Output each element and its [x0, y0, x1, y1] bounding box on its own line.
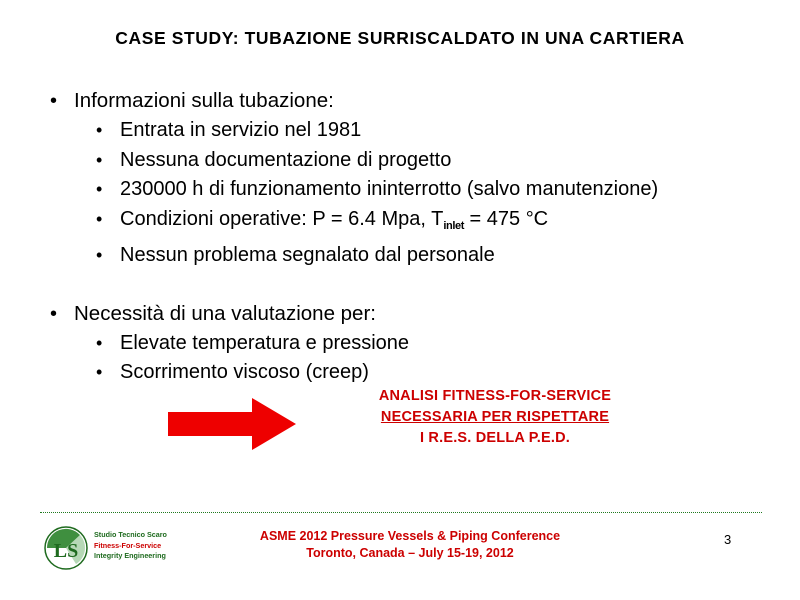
page-number: 3 — [724, 532, 732, 547]
callout-line-2: NECESSARIA PER RISPETTARE — [380, 409, 610, 425]
bullet-level2-item — [44, 358, 774, 388]
bullet-level2-item — [44, 175, 774, 205]
section-spacer — [44, 271, 774, 293]
bullet-level1-label: Necessità di una valutazione per: — [74, 301, 376, 325]
bullet-level2-item — [44, 116, 774, 146]
bullet-level2-label: Condizioni operative: P = 6.4 Mpa, T — [120, 207, 444, 230]
bullet-level2-label-tail: = 475 °C — [463, 207, 549, 230]
bullet-level2-item-operating-conditions — [44, 205, 774, 242]
bullet-level2-label: 230000 h di funzionamento ininterrotto (salvo manutenzione) — [120, 178, 659, 200]
bullet-dot-icon: • — [96, 245, 103, 265]
bullet-level2-item — [44, 329, 774, 359]
bullet-dot-icon: • — [50, 90, 58, 112]
footer-conference-info — [180, 528, 640, 562]
bullet-level2-item — [44, 146, 774, 176]
bullet-level1-necessita — [44, 299, 774, 329]
slide-body — [44, 80, 774, 388]
bullet-level2-label: Nessun problema segnalato dal personale — [120, 244, 495, 266]
bullet-level1-informazioni — [44, 86, 774, 116]
footer-line-1: ASME 2012 Pressure Vessels & Piping Conference — [259, 529, 561, 543]
bullet-level2-label: Scorrimento viscoso (creep) — [120, 361, 369, 383]
page-title: CASE STUDY: TUBAZIONE SURRISCALDATO IN UNA CARTIERA — [115, 28, 685, 48]
bullet-level2-label: Elevate temperatura e pressione — [120, 331, 410, 354]
footer-divider — [40, 512, 762, 513]
bullet-dot-icon: • — [96, 332, 103, 353]
callout-line-1: ANALISI FITNESS-FOR-SERVICE — [378, 388, 612, 404]
bullet-dot-icon: • — [96, 362, 103, 382]
logo-line-2: Fitness-For-Service — [94, 540, 162, 550]
bullet-dot-icon: • — [96, 120, 103, 140]
bullet-level2-label: Nessuna documentazione di progetto — [120, 148, 452, 171]
subscript-inlet: inlet — [443, 219, 464, 232]
company-logo-icon — [42, 524, 90, 572]
bullet-dot-icon: • — [96, 208, 103, 229]
logo-wordmark — [94, 530, 180, 562]
callout-line-3: I R.E.S. DELLA P.E.D. — [419, 430, 571, 446]
logo-line-1: Studio Tecnico Scaro — [94, 530, 167, 539]
svg-text:LS: LS — [53, 540, 79, 562]
footer-line-2: Toronto, Canada – July 15-19, 2012 — [306, 546, 514, 560]
bullet-level2-item — [44, 241, 774, 271]
right-arrow-icon — [168, 398, 296, 450]
bullet-level2-label: Entrata in servizio nel 1981 — [120, 119, 362, 141]
bullet-dot-icon: • — [96, 149, 103, 170]
bullet-dot-icon: • — [50, 302, 58, 325]
logo-line-3: Integrity Engineering — [94, 551, 166, 560]
callout-fitness-for-service — [330, 386, 660, 449]
bullet-dot-icon: • — [96, 179, 103, 199]
bullet-level1-label: Informazioni sulla tubazione: — [74, 89, 334, 112]
